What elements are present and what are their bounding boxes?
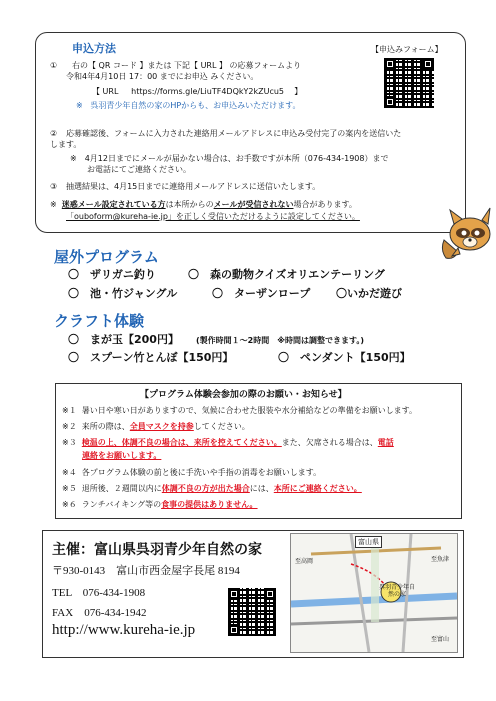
notice-3-mark: ※３ xyxy=(62,438,77,447)
spam-warning-d: 場合があります。 xyxy=(293,200,357,209)
notice-5-b: 体調不良の方が出た場合 xyxy=(161,484,250,493)
notice-title: 【プログラム体験会参加の際のお願い・お知らせ】 xyxy=(140,390,347,400)
host-title: 主催：富山県呉羽青少年自然の家 xyxy=(52,542,262,558)
spam-warning-mark: ※ xyxy=(50,200,57,209)
notice-5-c: には、 xyxy=(249,484,274,493)
notice-3-c: 電話 xyxy=(377,438,394,447)
host-tel: TEL 076-434-1908 xyxy=(52,587,146,599)
host-fax: FAX 076-434-1942 xyxy=(52,607,147,619)
craft-item-pendant: 〇 ペンダント【150円】 xyxy=(278,351,411,364)
step2-note1: ※ 4月12日までにメールが届かない場合は、お手数ですが本所（076-434-1908）まで xyxy=(70,154,389,163)
notice-1-mark: ※１ xyxy=(62,406,77,415)
notice-2 xyxy=(62,421,250,432)
url-label: 【 URL xyxy=(92,87,119,96)
tanuki-mascot-icon xyxy=(438,204,496,262)
notice-2-c: してください。 xyxy=(193,422,250,431)
step3-line: 抽選結果は、4月15日までに連絡用メールアドレスに送信いたします。 xyxy=(66,182,321,191)
qr-code-website[interactable] xyxy=(228,588,276,636)
notice-6-mark: ※６ xyxy=(62,500,77,509)
notice-4-text: 各プログラム体験の前と後に手洗いや手指の消毒をお願いします。 xyxy=(81,468,322,477)
notice-3-d: 連絡をお願いします。 xyxy=(82,451,162,460)
notice-5-d: 本所にご連絡ください。 xyxy=(273,484,362,493)
step2-line1: 応募確認後、フォームに入力された連絡用メールアドレスに申込み受付完了の案内を送信いた xyxy=(66,129,402,138)
form-url-row xyxy=(92,86,302,97)
form-url-link[interactable]: https://forms.gle/LiuTF4DQkY2kZUcu5 xyxy=(131,87,285,96)
craft-item-magatama-note: (製作時間１〜2時間 ※時間は調整できます。) xyxy=(196,336,365,345)
notice-2-a: 来所の際は、 xyxy=(81,422,130,431)
notice-5 xyxy=(62,483,362,494)
notice-3-a: 検温の上、体調不良の場合は、来所を控えてください。 xyxy=(81,438,282,447)
notice-3-b: また、欠席される場合は、 xyxy=(281,438,378,447)
spam-warning-2: 「ouboform@kureha-ie.jp」を正しく受信いただけるように設定してください。 xyxy=(66,212,360,221)
outdoor-item-jungle: 〇 池・竹ジャングル xyxy=(68,287,178,300)
map-label-toyama: 富山県 xyxy=(355,536,382,548)
spam-warning-b: は本所からの xyxy=(165,200,214,209)
outdoor-item-raft: 〇いかだ遊び xyxy=(336,287,402,300)
hp-note-text: 呉羽青少年自然の家のHPからも、お申込みいただけます。 xyxy=(90,101,301,110)
step2-line2: します。 xyxy=(50,140,82,149)
outdoor-heading: 屋外プログラム xyxy=(54,248,159,266)
step2-number: ② xyxy=(50,129,58,138)
qr-code-form[interactable] xyxy=(384,58,434,108)
map-label-takaoka: 至高岡 xyxy=(295,558,314,565)
map-label-uozu: 至魚津 xyxy=(431,556,450,563)
craft-heading: クラフト体験 xyxy=(54,312,145,330)
notice-2-mark: ※２ xyxy=(62,422,77,431)
notice-5-a: 退所後、２週間以内に xyxy=(81,484,162,493)
notice-4-mark: ※４ xyxy=(62,468,77,477)
spam-warning-c: メールが受信されない xyxy=(213,200,294,209)
notice-4 xyxy=(62,467,321,478)
hp-note-mark: ※ xyxy=(76,101,83,110)
outdoor-item-crayfish: 〇 ザリガニ釣り xyxy=(68,268,156,281)
notice-3-line2 xyxy=(82,450,161,461)
apply-heading: 申込方法 xyxy=(72,42,116,55)
host-website-link[interactable]: http://www.kureha-ie.jp xyxy=(52,622,196,638)
notice-2-b: 全員マスクを持参 xyxy=(129,422,194,431)
notice-6-a: ランチバイキング等の xyxy=(81,500,162,509)
step1-number: ① xyxy=(50,61,58,70)
hp-note xyxy=(76,100,301,111)
host-address: 〒930-0143 富山市西金屋字長尾 8194 xyxy=(52,565,240,577)
step1-line1: 右の【 QR コード 】または 下記【 URL 】 の応募フォームより xyxy=(72,61,302,70)
craft-item-magatama: 〇 まが玉【200円】 xyxy=(68,333,179,346)
access-map xyxy=(290,533,458,653)
map-label-toyama-dir: 至富山 xyxy=(431,636,450,643)
form-label: 【申込みフォーム】 xyxy=(371,45,443,54)
map-label-facility: 呉羽青少年自然の家 xyxy=(378,584,415,598)
url-end: 】 xyxy=(294,87,303,96)
craft-item-bamboo-copter: 〇 スプーン竹とんぼ【150円】 xyxy=(68,351,234,364)
step2-note2: お電話にてご連絡ください。 xyxy=(87,165,191,174)
step1-line2: 令和4年4月10日 17：00 までにお申込 みください。 xyxy=(66,72,259,81)
notice-6 xyxy=(62,499,258,510)
notice-1 xyxy=(62,405,417,416)
notice-3 xyxy=(62,437,394,448)
notice-1-text: 暑い日や寒い日がありますので、気候に合わせた服装や水分補給などの準備をお願いします。 xyxy=(81,406,417,415)
step3-number: ③ xyxy=(50,182,58,191)
spam-warning-a: 迷惑メール設定されている方 xyxy=(61,200,166,209)
outdoor-item-quiz-orienteering: 〇 森の動物クイズオリエンテーリング xyxy=(188,268,385,281)
notice-6-b: 食事の提供はありません。 xyxy=(161,500,258,509)
notice-5-mark: ※５ xyxy=(62,484,77,493)
spam-warning xyxy=(50,199,357,210)
outdoor-item-tarzan-rope: 〇 ターザンロープ xyxy=(212,287,311,300)
